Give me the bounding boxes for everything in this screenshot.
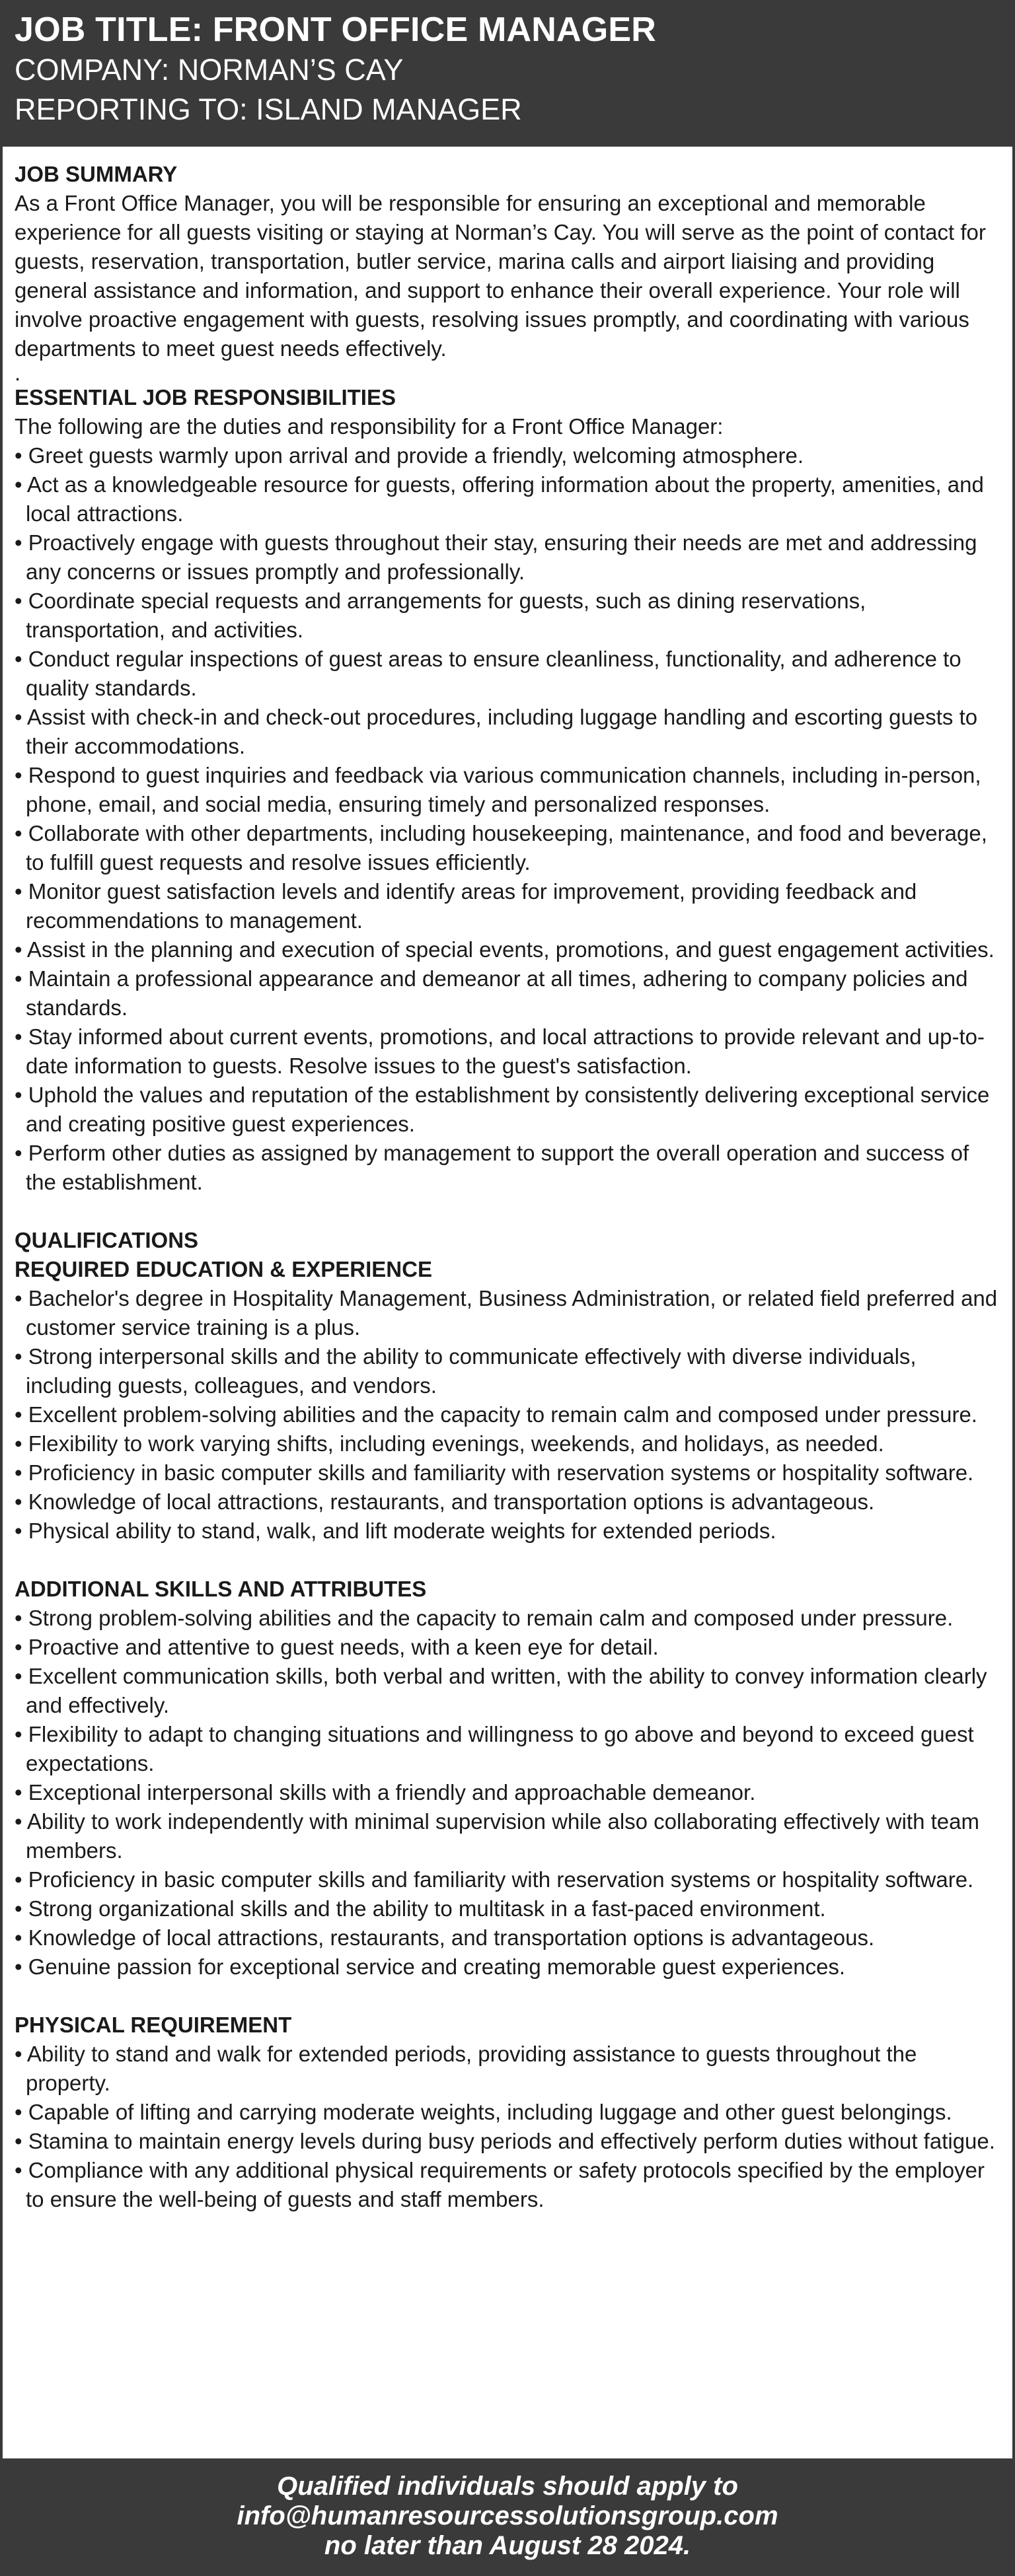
content-panel bbox=[3, 147, 1012, 2458]
list-item: • Proficiency in basic computer skills and familiarity with reservation systems or hospitality software. bbox=[15, 1867, 974, 1892]
summary-heading: JOB SUMMARY bbox=[15, 162, 178, 186]
responsibilities-heading: ESSENTIAL JOB RESPONSIBILITIES bbox=[15, 385, 396, 410]
list-item: • Knowledge of local attractions, restaurants, and transportation options is advantageous. bbox=[15, 1489, 875, 1514]
qualifications-heading: QUALIFICATIONS bbox=[15, 1228, 199, 1252]
company-line: COMPANY: NORMAN’S CAY bbox=[15, 53, 404, 87]
list-item: • Ability to work independently with minimal supervision while also collaborating effectively with team members. bbox=[15, 1809, 979, 1863]
list-item: • Uphold the values and reputation of the establishment by consistently delivering exceptional service and creating positive guest experiences. bbox=[15, 1083, 990, 1136]
list-item: • Monitor guest satisfaction levels and identify areas for improvement, providing feedback and recommendations to management. bbox=[15, 879, 917, 933]
header-banner bbox=[0, 0, 1015, 147]
list-item: • Excellent communication skills, both verbal and written, with the ability to convey information clearly and effectively. bbox=[15, 1664, 987, 1717]
list-item: • Capable of lifting and carrying moderate weights, including luggage and other guest belongings. bbox=[15, 2100, 952, 2124]
footer-banner bbox=[0, 2458, 1015, 2576]
list-item: • Stay informed about current events, promotions, and local attractions to provide relevant and up-to-date information to guests. Resolve issues to the guest's satisfaction. bbox=[15, 1024, 985, 1078]
list-item: • Maintain a professional appearance and demeanor at all times, adhering to company policies and standards. bbox=[15, 966, 968, 1020]
reporting-line: REPORTING TO: ISLAND MANAGER bbox=[15, 92, 522, 126]
list-item: • Coordinate special requests and arrangements for guests, such as dining reservations, transportation, and activities. bbox=[15, 589, 866, 642]
section-gap bbox=[15, 1982, 1000, 2011]
physical-list bbox=[15, 2040, 1000, 2214]
list-item: • Strong organizational skills and the ability to multitask in a fast-paced environment. bbox=[15, 1896, 826, 1921]
list-item: • Stamina to maintain energy levels during busy periods and effectively perform duties without fatigue. bbox=[15, 2129, 995, 2153]
list-item: • Compliance with any additional physical requirements or safety protocols specified by the employer to ensure the well-being of guests and staff members. bbox=[15, 2158, 985, 2211]
list-item: • Strong interpersonal skills and the ability to communicate effectively with diverse individuals, including guests, colleagues, and vendors. bbox=[15, 1344, 917, 1398]
list-item: • Ability to stand and walk for extended periods, providing assistance to guests throughout the property. bbox=[15, 2042, 917, 2095]
qualifications-list bbox=[15, 1284, 1000, 1546]
responsibilities-intro: The following are the duties and responsibility for a Front Office Manager: bbox=[15, 414, 724, 439]
apply-line: Qualified individuals should apply to bbox=[277, 2472, 738, 2501]
list-item: • Genuine passion for exceptional service and creating memorable guest experiences. bbox=[15, 1954, 846, 1979]
stray-period: . bbox=[15, 361, 21, 385]
list-item: • Bachelor's degree in Hospitality Management, Business Administration, or related field preferred and customer service training is a plus. bbox=[15, 1286, 998, 1340]
job-title: JOB TITLE: FRONT OFFICE MANAGER bbox=[15, 11, 657, 49]
list-item: • Greet guests warmly upon arrival and provide a friendly, welcoming atmosphere. bbox=[15, 443, 804, 468]
section-gap bbox=[15, 1197, 1000, 1226]
list-item: • Excellent problem-solving abilities and the capacity to remain calm and composed under pressure. bbox=[15, 1402, 977, 1427]
section-gap bbox=[15, 1546, 1000, 1575]
apply-deadline: no later than August 28 2024. bbox=[324, 2531, 691, 2560]
physical-heading: PHYSICAL REQUIREMENT bbox=[15, 2013, 292, 2037]
list-item: • Physical ability to stand, walk, and lift moderate weights for extended periods. bbox=[15, 1519, 776, 1543]
education-heading: REQUIRED EDUCATION & EXPERIENCE bbox=[15, 1257, 432, 1281]
list-item: • Collaborate with other departments, including housekeeping, maintenance, and food and beverage, to fulfill guest requests and resolve issues efficiently. bbox=[15, 821, 987, 875]
apply-email: info@humanresourcessolutionsgroup.com bbox=[237, 2501, 778, 2530]
list-item: • Flexibility to adapt to changing situations and willingness to go above and beyond to exceed guest expectations. bbox=[15, 1722, 974, 1775]
responsibilities-list bbox=[15, 441, 1000, 1197]
list-item: • Strong problem-solving abilities and the capacity to remain calm and composed under pressure. bbox=[15, 1606, 954, 1630]
list-item: • Act as a knowledgeable resource for guests, offering information about the property, amenities, and local attractions. bbox=[15, 472, 984, 526]
list-item: • Proficiency in basic computer skills and familiarity with reservation systems or hospitality software. bbox=[15, 1460, 974, 1485]
list-item: • Conduct regular inspections of guest areas to ensure cleanliness, functionality, and adherence to quality standards. bbox=[15, 647, 961, 700]
list-item: • Proactive and attentive to guest needs, with a keen eye for detail. bbox=[15, 1635, 659, 1659]
list-item: • Proactively engage with guests throughout their stay, ensuring their needs are met and addressing any concerns or issues promptly and professionally. bbox=[15, 530, 977, 584]
list-item: • Assist with check-in and check-out procedures, including luggage handling and escorting guests to their accommodations. bbox=[15, 705, 978, 758]
summary-text: As a Front Office Manager, you will be responsible for ensuring an exceptional and memorable experience for all guests visiting or staying at Norman’s Cay. You will serve as the point of contact for guests, reservation, transportation, butler service, marina calls and airport liaising and providing general assistance and information, and support to enhance their overall experience. Your role will involve proactive engagement with guests, resolving issues promptly, and coordinating with various departments to meet guest needs effectively. bbox=[15, 191, 986, 361]
list-item: • Exceptional interpersonal skills with a friendly and approachable demeanor. bbox=[15, 1780, 756, 1805]
list-item: • Perform other duties as assigned by management to support the overall operation and success of the establishment. bbox=[15, 1141, 969, 1194]
list-item: • Respond to guest inquiries and feedback via various communication channels, including in-person, phone, email, and social media, ensuring timely and personalized responses. bbox=[15, 763, 981, 816]
list-item: • Flexibility to work varying shifts, including evenings, weekends, and holidays, as needed. bbox=[15, 1431, 884, 1456]
skills-heading: ADDITIONAL SKILLS AND ATTRIBUTES bbox=[15, 1577, 427, 1601]
skills-list bbox=[15, 1604, 1000, 1982]
list-item: • Knowledge of local attractions, restaurants, and transportation options is advantageous. bbox=[15, 1925, 875, 1950]
list-item: • Assist in the planning and execution of special events, promotions, and guest engagement activities. bbox=[15, 937, 995, 962]
